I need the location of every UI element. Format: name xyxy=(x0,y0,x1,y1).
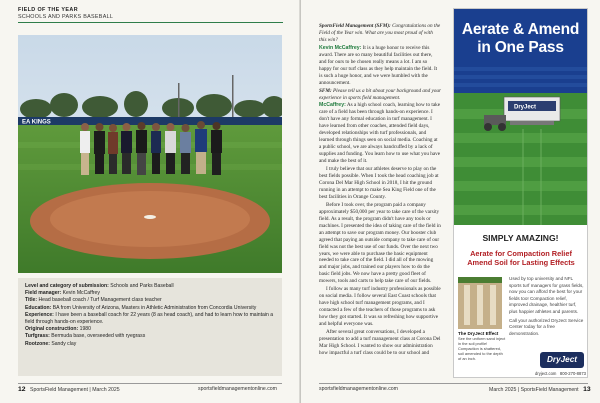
wall-lettering: EA KINGS xyxy=(22,119,51,126)
info-row: Level and category of submission: Schools and Parks Baseball xyxy=(25,283,174,289)
issue-date: March 2025 xyxy=(489,387,517,393)
machine-decal: DryJect xyxy=(514,104,537,111)
right-footer-url[interactable]: sportsfieldmanagementonline.com xyxy=(319,386,399,392)
article-paragraph: After several great conversations, I developed a presentation to add a turf management class at Corona Del Mar High School. I wanted to show our administration how impactful a turf class could be to our school and xyxy=(319,328,441,356)
info-row: Turfgrass: Bermuda base, overseeded with ryegrass xyxy=(25,333,146,340)
page-number: 12 xyxy=(18,386,26,393)
header-rule xyxy=(18,22,283,23)
left-footer-url[interactable]: sportsfieldmanagementonline.com xyxy=(198,386,278,392)
right-page xyxy=(301,0,600,403)
ad-subheadline: Aerate for Compaction Relief Amend Soil for Lasting Effects xyxy=(467,249,575,267)
outfield-wall xyxy=(18,117,282,125)
footer-rule xyxy=(18,383,282,384)
left-footer: 12 SportsField Management | March 2025 xyxy=(18,386,120,393)
info-row: Original construction: 1980 xyxy=(25,326,91,333)
interview-question: SportsField Management (SFM): Congratulations on the Field of the Year win. What are you most proud of with this win? xyxy=(319,23,441,43)
interview-question: SFM: Please tell us a bit about your background and your experience in sports field management. xyxy=(319,87,441,101)
ad-contact[interactable]: dryject.com 800-270-8873 xyxy=(535,371,586,376)
article-paragraph: I follow as many turf industry professionals as possible on social media. I follow several East Coast schools that have high school turf management programs, and I contacted a few of the teachers of those programs to ask how they got started. It was so refreshing how supportive and helpful everyone was. xyxy=(319,286,441,328)
ad-caption: The DryJect Effect See the uniform sand inject in the soil profile! Compaction is shattered, soil amended to the depth of an inch. xyxy=(458,331,506,361)
page-number: 13 xyxy=(583,386,591,393)
info-row: Experience: I have been a baseball coach for 22 years (8 as head coach), and had to learn how to maintain a field through hands-on experience. xyxy=(25,311,274,326)
interview-answer: McCaffrey: As a high school coach, learning how to take care of a field has been through hands-on experience. I don't have any formal education in turf management. I have learned from other coaches, attended field days, developed relationships with turf professionals, and learned through things seen on social media. Coaching at a public school, we are always handcuffed by a lack of supplies and funding. You learn how to use what you have and make the best of it. xyxy=(319,102,441,165)
issue-date: March 2025 xyxy=(92,387,120,393)
pitching-rubber xyxy=(144,215,156,219)
info-row: Education: BA from University of Arizona, Masters in Athletic Administration from Concordia University xyxy=(25,304,257,311)
soil-profile-image xyxy=(458,277,502,329)
field-photo-illustration xyxy=(18,35,282,273)
info-row: Field manager: Kevin McCaffrey xyxy=(25,290,100,297)
ad-tagline: SIMPLY AMAZING! xyxy=(482,233,559,243)
info-row: Rootzone: Sandy clay xyxy=(25,340,77,347)
article-column xyxy=(319,23,441,358)
light-pole xyxy=(232,75,234,117)
publication-name: SportsField Management xyxy=(520,387,579,393)
article-paragraph: I truly believe that our athletes deserve to play on the best fields possible. When I took the head coaching job at Corona Del Mar High School in 2018, I hit the ground running in an attempt to make Sea King Field one of the best facilities in Orange County. xyxy=(319,166,439,200)
publication-name: SportsField Management xyxy=(30,387,88,393)
light-pole xyxy=(178,83,180,117)
team-field-photo xyxy=(18,35,282,273)
footer-rule xyxy=(319,383,588,384)
info-row: Title: Head baseball coach / Turf Management class teacher xyxy=(25,297,162,304)
right-footer: March 2025 | SportsField Management 13 xyxy=(489,386,591,393)
section-subtitle: SCHOOLS AND PARKS BASEBALL xyxy=(18,14,114,20)
dryject-logo[interactable]: DryJect xyxy=(540,352,584,368)
ad-headline: Aerate & Amend in One Pass xyxy=(461,21,580,56)
section-kicker: FIELD OF THE YEAR xyxy=(18,7,79,13)
article-paragraph: Before I took over, the program paid a company approximately $50,000 per year to take care of the varsity field. As a result, the program didn't have any tools or machines. I presented the idea of taking care of the field in an attempt to save our program money. Our booster club agreed that paying an outside company to take care of our field was not the best use of our funds. Over the next two years, we were able to purchase the basic equipment needed to take care of the field. I did all of the mowing and major jobs, and trained our players how to do the basic field jobs. We now have a pretty good fleet of mowers, tools and carts to help take care of our fields. xyxy=(319,201,441,285)
interview-answer: Kevin McCaffrey: It is a huge honor to receive this award. There are so many beautiful facilities out there, and for ours to be chosen really means a lot. I am so happy for our turf class as they help maintain the field. It is such a huge honor, and we were humbled with the announcement. xyxy=(319,44,438,86)
dryject-advertisement[interactable] xyxy=(453,8,588,378)
field-info-box xyxy=(18,278,282,376)
ad-body: Used by top university and NFL sports turf managers for grass fields, now you can afford the best for your fields too! Compaction relief, improved drainage, healthier turf, plus happier athletes and parents. Call your authorized DryJect Service Center today for a free demonstration. xyxy=(509,276,584,336)
